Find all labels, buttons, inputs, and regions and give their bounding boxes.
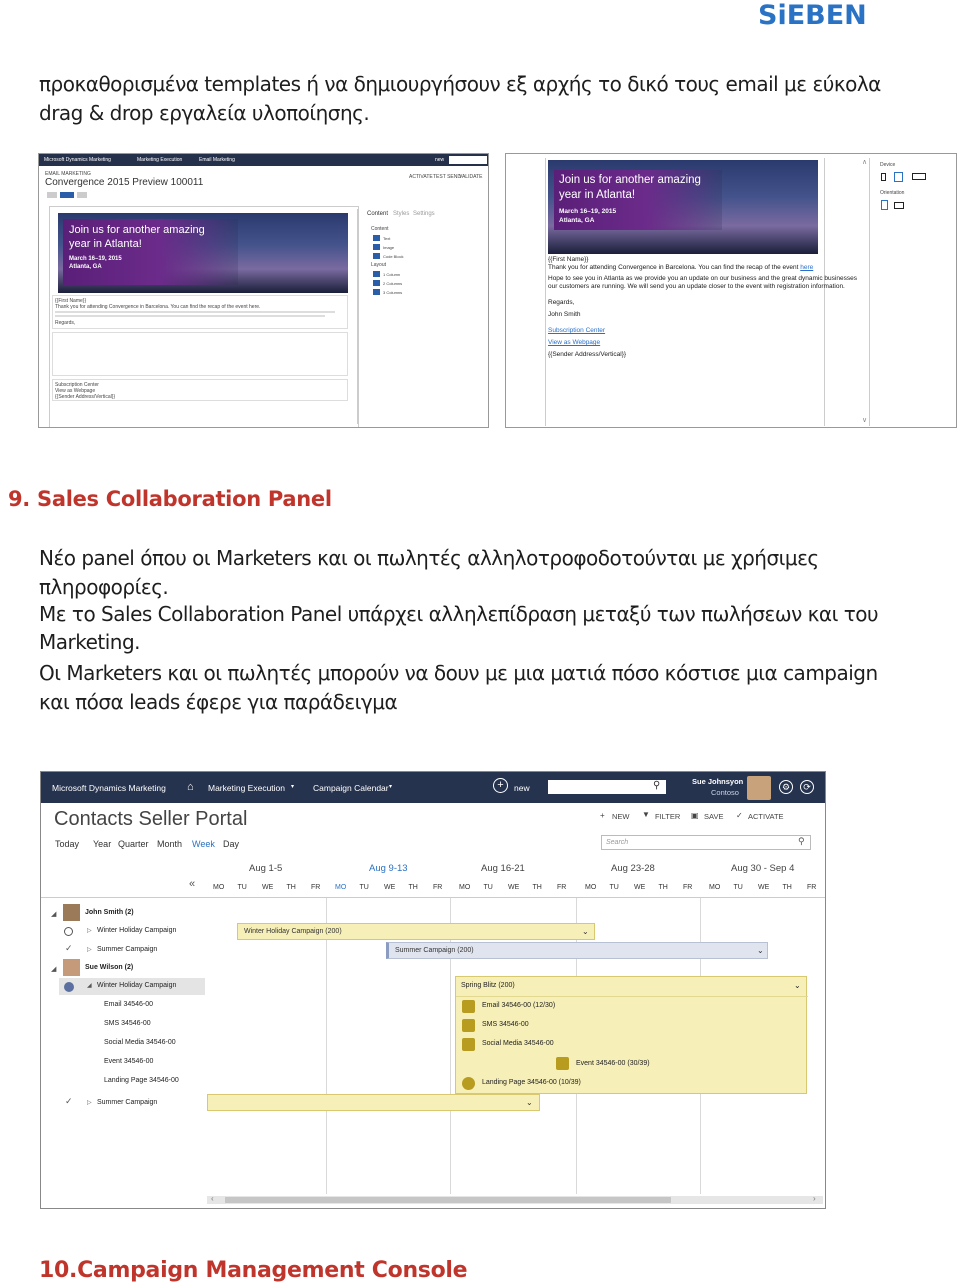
gantt-bar-summer-sue[interactable]: ⌄ [207, 1094, 540, 1111]
preview-hope-1: Hope to see you in Atlanta as we provide you an update on our business and the great dynamic businesses [548, 275, 857, 282]
day-label: MO [709, 884, 721, 891]
day-label: TU [609, 884, 619, 891]
gantt-bar-winter[interactable]: Winter Holiday Campaign (200) ⌄ [237, 923, 595, 940]
preview-banner-city: Atlanta, GA [559, 217, 595, 224]
three-column-icon [373, 289, 380, 295]
palette-image[interactable]: Image [383, 245, 395, 250]
preview-left-rule [545, 158, 546, 426]
email-icon [462, 1000, 475, 1013]
image-block-icon [373, 244, 380, 250]
avatar [63, 904, 80, 921]
channel-row-label[interactable]: Event 34546-00 [104, 1058, 154, 1065]
preview-subscription-link[interactable]: Subscription Center [548, 327, 606, 334]
editor-banner-line1: Join us for another amazing [69, 224, 205, 236]
editor-first-name: {{First Name}} [55, 298, 87, 304]
editor-test-send[interactable]: TEST SEND [433, 174, 461, 180]
bar-label: Landing Page 34546-00 (10/39) [482, 1079, 581, 1086]
preview-hope-2: our customers are running. We will send you an update closer to the event with registration information. [548, 283, 845, 290]
editor-banner-date: March 16–19, 2015 [69, 256, 122, 262]
activate-icon: ✓ [736, 811, 743, 820]
new-plus-icon[interactable]: + [493, 778, 508, 793]
editor-search-input[interactable] [449, 156, 487, 164]
two-column-icon [373, 280, 380, 286]
day-label: TU [483, 884, 493, 891]
editor-text-line [55, 311, 335, 313]
cal-user-org: Contoso [711, 788, 739, 797]
cal-search-input[interactable] [601, 835, 811, 850]
editor-palette-divider [357, 209, 358, 424]
view-year[interactable]: Year [93, 839, 112, 849]
preview-banner-image [548, 160, 818, 254]
editor-webpage: View as Webpage [55, 388, 96, 394]
preview-here-link[interactable]: here [800, 264, 814, 271]
campaign-row-label[interactable]: Winter Holiday Campaign [97, 927, 177, 934]
palette-text[interactable]: Text [383, 236, 391, 241]
check-icon: ✓ [65, 943, 73, 953]
palette-3col[interactable]: 3 Columns [383, 290, 403, 295]
editor-title: Convergence 2015 Preview 100011 [45, 177, 204, 188]
expand-triangle-icon[interactable]: ◢ [51, 911, 57, 918]
editor-text-line [55, 315, 325, 317]
preview-regards: Regards, [548, 299, 575, 306]
day-label: TH [782, 884, 792, 891]
day-label: FR [807, 884, 817, 891]
person-john-smith[interactable]: John Smith (2) [85, 909, 134, 916]
day-label: TU [359, 884, 369, 891]
header-divider [41, 897, 826, 898]
editor-tab-settings[interactable]: Settings [413, 211, 435, 217]
day-label: TU [237, 884, 247, 891]
sms-icon [462, 1019, 475, 1032]
editor-banner-image [58, 213, 348, 293]
day-label: WE [758, 884, 770, 891]
week-label: Aug 9-13 [369, 863, 408, 874]
week-gridline [326, 898, 327, 1194]
toolbar-new-icon: + [600, 811, 605, 820]
editor-address: {{Sender Address/Vertical}} [55, 394, 116, 400]
day-label: FR [557, 884, 567, 891]
preview-scroll-rule [869, 158, 870, 426]
scroll-right-icon[interactable]: › [813, 1194, 816, 1203]
palette-1col[interactable]: 1 Column [383, 272, 401, 277]
editor-section-label: EMAIL MARKETING [45, 171, 91, 177]
preview-banner-date: March 16–19, 2015 [559, 208, 617, 215]
gantt-bar-summer[interactable]: Summer Campaign (200) ⌄ [386, 942, 768, 959]
globe-icon [462, 1077, 475, 1090]
editor-validate[interactable]: VALIDATE [459, 174, 483, 180]
day-label: MO [459, 884, 471, 891]
editor-empty-block[interactable] [52, 332, 348, 376]
spring-divider [456, 996, 808, 997]
bar-label: Email 34546-00 (12/30) [482, 1002, 556, 1009]
search-icon[interactable]: ⚲ [653, 780, 661, 791]
day-label: FR [683, 884, 693, 891]
blocked-icon [64, 982, 74, 992]
day-label: TU [733, 884, 743, 891]
scroll-up-icon[interactable]: ∧ [862, 159, 868, 166]
week-label: Aug 23-28 [611, 863, 655, 874]
preview-thanks: Thank you for attending Convergence in Barcelona. You can find the recap of the event [548, 264, 799, 271]
channel-row-label[interactable]: Landing Page 34546-00 [104, 1077, 179, 1084]
toolbar-activate[interactable]: ACTIVATE [748, 812, 784, 821]
preview-webpage-link[interactable]: View as Webpage [548, 339, 601, 346]
editor-app-name: Microsoft Dynamics Marketing [44, 157, 111, 163]
day-label: WE [384, 884, 396, 891]
editor-new-button[interactable]: new [435, 157, 445, 163]
preview-banner-line2: year in Atlanta! [559, 189, 636, 201]
editor-tool-2[interactable] [60, 192, 74, 198]
editor-nav-execution[interactable]: Marketing Execution [137, 157, 183, 163]
bar-label: SMS 34546-00 [482, 1021, 529, 1028]
week-label: Aug 1-5 [249, 863, 283, 874]
preview-banner-line1: Join us for another amazing [559, 174, 701, 186]
editor-subscription: Subscription Center [55, 382, 99, 388]
check-icon: ✓ [65, 1096, 73, 1106]
view-month[interactable]: Month [157, 839, 183, 849]
email-editor-screenshot [38, 153, 489, 428]
horizontal-scrollbar[interactable] [207, 1196, 823, 1204]
bar-label: Event 34546-00 (30/39) [576, 1060, 650, 1067]
campaign-calendar-screenshot: Microsoft Dynamics Marketing ⌂ Marketing Execution ▾ Campaign Calendar ▾ + new ⚲ Sue Johnsyon Contoso ⚙ ⟳ Contacts Seller Portal + NEW ▼ FILTER ▣ SAVE ✓ ACTIVATE Today Year Quarter Month Week Day Search ⚲ Aug 1-5 Aug 9-13 Aug 16-21 Aug 23-28 Aug 30 - Sep 4 « ◢ John Smith (2) ▷ Winter Holiday Campaign ✓ ▷ Summer Campaign ◢ Sue Wilson (2) ◢ Winter Holiday Campaign Email 34546-00 SMS 34546-00 Social Media 34546-00 Event 34546-00 Landing Page 34546-00 ✓ ▷ Summer Campaign Winter Holiday Campaign (200) ⌄ Summer Campaign (200) ⌄ Spring Blitz (200) ⌄ Email 34546-00 (12/30) SMS 34546-00 Social Media 34546-00 Event 34546-00 (30/39) Landing Page 34546-00 (10/39) ⌄ ‹ › MO TU WE TH FR MO TU WE TH FR MO TU WE TH FR MO TU WE TH FR MO TU WE TH FR [40, 771, 826, 1209]
bar-label: Winter Holiday Campaign (200) [244, 928, 342, 935]
preview-banner-overlay [554, 170, 722, 230]
editor-body-block[interactable] [52, 295, 348, 329]
day-label: FR [433, 884, 443, 891]
preview-right-rule [824, 158, 825, 426]
editor-tab-styles[interactable]: Styles [393, 211, 410, 217]
cal-nav-calendar[interactable]: Campaign Calendar [313, 783, 389, 793]
cal-user-name: Sue Johnsyon [692, 777, 744, 786]
avatar [63, 959, 80, 976]
palette-code[interactable]: Code Block [383, 254, 404, 259]
editor-banner-overlay [63, 219, 238, 285]
palette-2col[interactable]: 2 Columns [383, 281, 403, 286]
intro-line-1: προκαθορισμένα templates ή να δημιουργήσουν εξ αρχής το δικό τους email με εύκολα [39, 72, 881, 96]
editor-tool-3[interactable] [77, 192, 87, 198]
sieben-logo: SiEBEN [758, 0, 867, 31]
event-icon [556, 1057, 569, 1070]
campaign-row-label[interactable]: Winter Holiday Campaign [97, 982, 177, 989]
editor-banner-line2: year in Atlanta! [69, 238, 142, 250]
orientation-label: Orientation [880, 190, 905, 196]
save-icon: ▣ [691, 811, 699, 820]
editor-regards: Regards, [55, 320, 76, 326]
day-label: MO [585, 884, 597, 891]
section-10-heading: 10.Campaign Management Console [39, 1258, 468, 1283]
scroll-down-icon[interactable]: ∨ [862, 417, 868, 424]
day-label: MO [335, 884, 347, 891]
landscape-icon[interactable] [894, 202, 904, 209]
cal-nav-execution[interactable]: Marketing Execution [208, 783, 286, 793]
view-week[interactable]: Week [192, 839, 215, 849]
bar-label: Summer Campaign (200) [395, 947, 474, 954]
palette-layout-header: Layout [371, 262, 387, 268]
gantt-bar-spring[interactable]: Spring Blitz (200) ⌄ Email 34546-00 (12/30) SMS 34546-00 Social Media 34546-00 Event 34546-00 (30/39) Landing Page 34546-00 (10/39) [455, 976, 807, 1094]
bar-label: Social Media 34546-00 [482, 1040, 554, 1047]
scroll-left-icon[interactable]: ‹ [211, 1194, 214, 1203]
device-label: Device [880, 162, 896, 168]
cal-app-name: Microsoft Dynamics Marketing [52, 783, 166, 793]
editor-banner-city: Atlanta, GA [69, 264, 102, 270]
view-quarter[interactable]: Quarter [118, 839, 149, 849]
palette-content-header: Content [371, 226, 389, 232]
toolbar-new[interactable]: NEW [612, 812, 630, 821]
editor-activate[interactable]: ACTIVATE [409, 174, 433, 180]
day-label: WE [262, 884, 274, 891]
phone-icon[interactable] [881, 173, 886, 181]
avatar[interactable] [747, 776, 771, 800]
toolbar-filter[interactable]: FILTER [655, 812, 681, 821]
cal-global-search[interactable] [548, 780, 666, 794]
s9-p2-line1: Με το Sales Collaboration Panel υπάρχει αλληλεπίδραση μεταξύ των πωλήσεων και του [39, 602, 879, 626]
intro-line-2: drag & drop εργαλεία υλοποίησης. [39, 101, 370, 125]
s9-p3-line1: Οι Marketers και οι πωλητές μπορούν να δουν με μια ματιά πόσο κόστισε μια campaign [39, 661, 878, 685]
social-icon [462, 1038, 475, 1051]
editor-tab-content[interactable]: Content [367, 211, 389, 217]
day-label: TH [286, 884, 296, 891]
day-label: TH [408, 884, 418, 891]
editor-topbar [39, 154, 489, 166]
cal-search-placeholder: Search [606, 839, 629, 846]
editor-tool-1[interactable] [47, 192, 57, 198]
channel-row-label[interactable]: Email 34546-00 [104, 1001, 154, 1008]
channel-row-label[interactable]: SMS 34546-00 [104, 1020, 151, 1027]
section-9-heading: 9. Sales Collaboration Panel [8, 487, 332, 511]
editor-footer-block[interactable] [52, 379, 348, 401]
view-today[interactable]: Today [55, 839, 80, 849]
laptop-icon[interactable] [912, 173, 926, 180]
scrollbar-thumb[interactable] [225, 1197, 671, 1203]
week-label: Aug 30 - Sep 4 [731, 863, 795, 874]
refresh-icon[interactable]: ⟳ [800, 780, 814, 794]
campaign-row-label[interactable]: Summer Campaign [97, 1099, 158, 1106]
text-block-icon [373, 235, 380, 241]
day-label: WE [508, 884, 520, 891]
email-preview-screenshot [505, 153, 957, 428]
day-label: TH [658, 884, 668, 891]
collapse-panel-icon[interactable]: « [189, 878, 196, 890]
bar-label: Spring Blitz (200) [461, 982, 515, 989]
one-column-icon [373, 271, 380, 277]
calendar-topbar: Microsoft Dynamics Marketing ⌂ Marketing Execution ▾ Campaign Calendar ▾ + new ⚲ Sue Johnsyon Contoso ⚙ ⟳ [41, 772, 826, 803]
channel-row-label[interactable]: Social Media 34546-00 [104, 1039, 176, 1046]
editor-nav-email[interactable]: Email Marketing [199, 157, 235, 163]
day-label: MO [213, 884, 225, 891]
home-icon[interactable]: ⌂ [187, 781, 194, 793]
filter-icon: ▼ [642, 810, 650, 819]
tablet-icon[interactable] [894, 172, 903, 182]
cal-search-icon[interactable]: ⚲ [798, 836, 805, 846]
s9-p2-line2: Marketing. [39, 630, 141, 654]
portrait-icon[interactable] [881, 200, 888, 210]
editor-thanks: Thank you for attending Convergence in Barcelona. You can find the recap of the event here. [55, 304, 261, 310]
expand-triangle-icon[interactable]: ◢ [51, 966, 57, 973]
preview-address: {{Sender Address/Vertical}} [548, 351, 627, 358]
code-block-icon [373, 253, 380, 259]
blocked-icon [64, 927, 73, 936]
day-label: TH [532, 884, 542, 891]
day-label: WE [634, 884, 646, 891]
toolbar-save[interactable]: SAVE [704, 812, 724, 821]
s9-p1-line2: πληροφορίες. [39, 575, 169, 599]
week-label: Aug 16-21 [481, 863, 525, 874]
cal-new-button[interactable]: new [514, 783, 530, 793]
s9-p1-line1: Νέο panel όπου οι Marketers και οι πωλητές αλληλοτροφοδοτούνται με χρήσιμες [39, 546, 819, 570]
campaign-row-label[interactable]: Summer Campaign [97, 946, 158, 953]
editor-canvas[interactable] [49, 206, 359, 428]
preview-sender: John Smith [548, 311, 581, 318]
s9-p3-line2: και πόσα leads έφερε για παράδειγμα [39, 690, 398, 714]
gear-icon[interactable]: ⚙ [779, 780, 793, 794]
cal-page-title: Contacts Seller Portal [54, 808, 248, 830]
view-day[interactable]: Day [223, 839, 240, 849]
preview-first-name: {{First Name}} [548, 256, 589, 263]
day-label: FR [311, 884, 321, 891]
person-sue-wilson[interactable]: Sue Wilson (2) [85, 964, 134, 971]
